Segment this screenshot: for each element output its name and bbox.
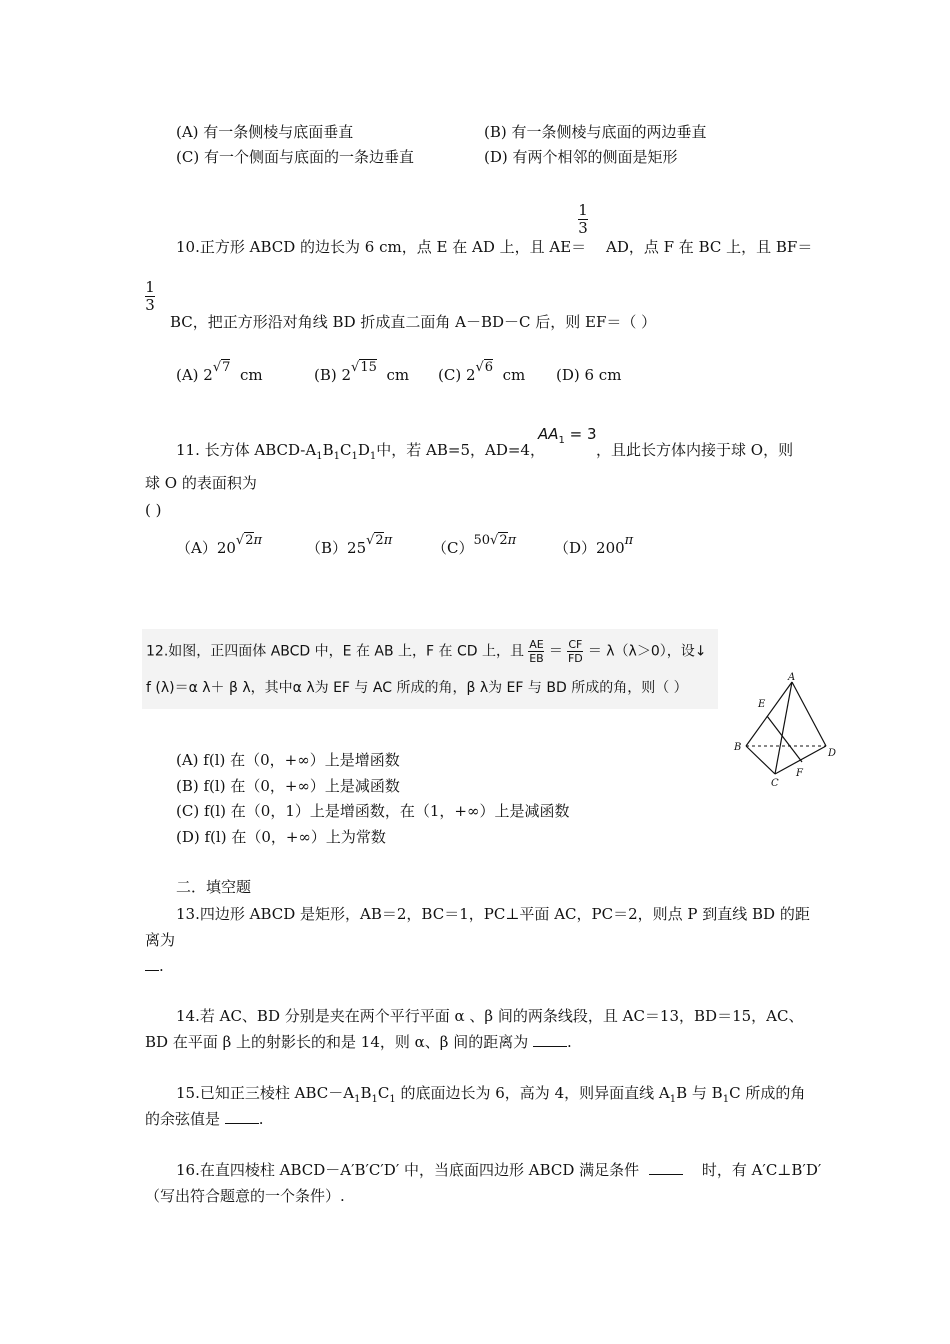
q16-answer-blank[interactable] [649, 1160, 683, 1175]
q9-option-b: (B) 有一条侧棱与底面的两边垂直 [484, 123, 707, 141]
q16-line1: 16.在直四棱柱 ABCD－A′B′C′D′ 中，当底面四边形 ABCD 满足条件 时，有 A′C⊥B′D′ [176, 1161, 822, 1179]
q10-line1: 10.正方形 ABCD 的边长为 6 cm，点 E 在 AD 上，且 AE＝ [176, 238, 587, 256]
vertex-label-A: A [788, 672, 796, 683]
q15-line1: 15.已知正三棱柱 $ABC-A_1B_1C_1$ 的底面边长为 6，高为 4，则异面直线 $A_1B$ 与 $B_1C$ 所成的角 [176, 1084, 806, 1105]
q15-answer-blank[interactable] [225, 1109, 259, 1124]
q11-option-d: （D）200π [554, 533, 634, 557]
edge-AB [746, 682, 792, 746]
q13-line2: 离为 [145, 931, 176, 949]
q10-fraction-2: $\frac{1}{3}$ [145, 278, 155, 314]
q11-line2: 球 O 的表面积为 [145, 474, 257, 492]
q11-answer-paren: ( ) [145, 501, 162, 519]
q12-line2: f (λ)＝α λ＋ β λ，其中α λ为 EF 与 AC 所成的角，β λ为 EF 与 BD 所成的角，则（ ） [146, 680, 688, 696]
edge-AC [775, 682, 792, 774]
q13-line1: 13.四边形 ABCD 是矩形，AB＝2，BC＝1，PC⊥平面 AC，PC＝2，则点 P 到直线 BD 的距 [176, 905, 810, 923]
q10-option-d: (D) 6 cm [556, 366, 622, 384]
q11-option-c: （C）50√2π [432, 533, 517, 557]
q12-stem-block [142, 629, 718, 709]
q10-line1-end: AD，点 F 在 BC 上，且 BF＝ [606, 238, 813, 256]
q10-line2: BC，把正方形沿对角线 BD 折成直二面角 A－BD－C 后，则 EF＝（ ） [170, 313, 657, 331]
q14-line1: 14.若 AC、BD 分别是夹在两个平行平面 α 、β 间的两条线段，且 AC＝13，BD＝15，AC、 [176, 1007, 804, 1025]
vertex-label-E: E [758, 699, 766, 710]
vertex-label-B: B [734, 742, 742, 753]
q12-option-c: (C) f(l) 在（0，1）上是增函数，在（1，+∞）上是减函数 [176, 802, 570, 820]
tetrahedron-figure [728, 670, 840, 794]
q12-option-d: (D) f(l) 在（0，+∞）上为常数 [176, 828, 386, 846]
q10-option-b: (B) 2√15 cm [314, 360, 410, 384]
section-heading-fill-in: 二．填空题 [176, 878, 252, 896]
vertex-label-C: C [771, 778, 779, 789]
q10-option-a: (A) 2√7 cm [176, 360, 263, 384]
q11-line1: 11. 长方体 ABCD-$A_1B_1C_1D_1$中，若 AB=5，AD=4， [176, 441, 545, 462]
q15-line2: 的余弦值是 . [145, 1110, 264, 1128]
q10-option-c: (C) 2√6 cm [438, 360, 526, 384]
edge-AD [792, 682, 826, 746]
q12-line1: 12.如图，正四面体 ABCD 中，E 在 AB 上，F 在 CD 上，且 $\frac{AE}{EB}$ ＝ $\frac{CF}{FD}$ ＝ λ（λ＞0），设↓ [146, 638, 707, 665]
vertex-label-D: D [828, 748, 837, 759]
q14-line2: BD 在平面 β 上的射影长的和是 14，则 α、β 间的距离为 . [145, 1033, 572, 1051]
q14-answer-blank[interactable] [533, 1032, 567, 1047]
q9-option-c: (C) 有一个侧面与底面的一条边垂直 [176, 148, 414, 166]
q9-option-d: (D) 有两个相邻的侧面是矩形 [484, 148, 678, 166]
edge-BC [746, 746, 775, 774]
vertex-label-F: F [796, 768, 803, 779]
q10-fraction-1: $\frac{1}{3}$ [578, 201, 588, 237]
q9-option-a: (A) 有一条侧棱与底面垂直 [176, 123, 354, 141]
q11-option-a: （A）20√2π [176, 533, 263, 557]
q11-line1-end: ，且此长方体内接于球 O，则 [596, 441, 794, 459]
q13-answer-blank[interactable]: . [145, 956, 164, 976]
q16-line2: （写出符合题意的一个条件）. [145, 1187, 345, 1205]
q12-option-b: (B) f(l) 在（0，+∞）上是减函数 [176, 777, 400, 795]
q12-option-a: (A) f(l) 在（0，+∞）上是增函数 [176, 751, 400, 769]
q11-option-b: （B）25√2π [306, 533, 393, 557]
q11-aa1-formula: $AA_1 = 3$ [538, 425, 597, 446]
